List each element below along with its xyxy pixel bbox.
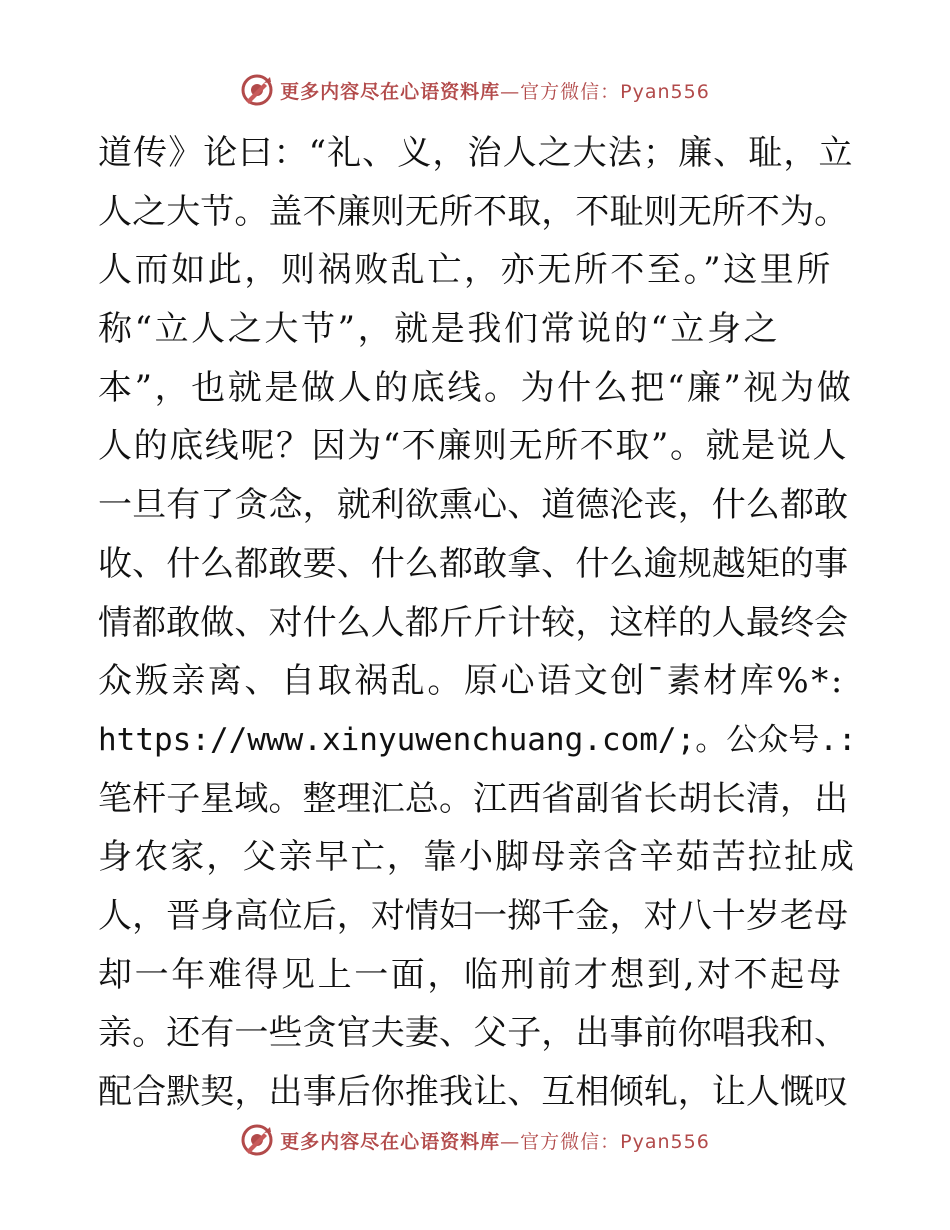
body-line: 人，晋身高位后，对情妇一掷千金，对八十岁老母 (98, 895, 849, 936)
body-line: 本”，也就是做人的底线。为什么把“廉”视为做 (98, 367, 854, 408)
body-line: 配合默契，出事后你推我让、互相倾轧，让人慨叹 (98, 1072, 849, 1112)
body-line: 亲。还有一些贪官夫妻、父子，出事前你唱我和、 (98, 1013, 849, 1054)
brand-logo-icon (240, 1123, 274, 1157)
header-banner (0, 70, 950, 110)
brand-logo-icon (240, 73, 274, 107)
body-line: 称“立人之大节”，就是我们常说的“立身之 (98, 309, 781, 350)
footer-banner (0, 1120, 950, 1160)
footer-banner-title: 更多内容尽在心语资料库 (280, 1130, 501, 1153)
body-line: 情都敢做、对什么人都斤斤计较，这样的人最终会 (98, 602, 849, 643)
header-banner-wechat: 官方微信：Pyan556 (520, 80, 710, 103)
body-line: 人之大节。盖不廉则无所不取，不耻则无所不为。 (98, 191, 849, 232)
header-banner-text (280, 77, 710, 104)
body-line-url: https://www.xinyuwenchuang.com/;。公众号.: (98, 721, 857, 758)
footer-banner-separator: — (500, 1130, 521, 1153)
footer-banner-wechat: 官方微信：Pyan556 (520, 1130, 710, 1153)
body-line: 笔杆子星域。整理汇总。江西省副省长胡长清，出 (98, 778, 849, 819)
footer-banner-text (280, 1127, 710, 1154)
body-line: 身农家，父亲早亡，靠小脚母亲含辛茹苦拉扯成 (98, 837, 857, 878)
header-banner-separator: — (500, 80, 521, 103)
body-line: 众叛亲离、自取祸乱。原心语文创¯素材库%*: (98, 661, 845, 702)
body-line: 人而如此，则祸败乱亡，亦无所不至。”这里所 (98, 250, 833, 291)
body-line: 人的底线呢？因为“不廉则无所不取”。就是说人 (98, 426, 848, 467)
body-line: 道传》论曰：“礼、义，治人之大法；廉、耻，立 (98, 133, 854, 173)
document-body (98, 124, 858, 1122)
body-line: 一旦有了贪念，就利欲熏心、道德沦丧，什么都敢 (98, 485, 849, 526)
body-line: 收、什么都敢要、什么都敢拿、什么逾规越矩的事 (98, 543, 849, 584)
body-line: 却一年难得见上一面，临刑前才想到,对不起母 (98, 954, 844, 995)
header-banner-title: 更多内容尽在心语资料库 (280, 80, 501, 103)
